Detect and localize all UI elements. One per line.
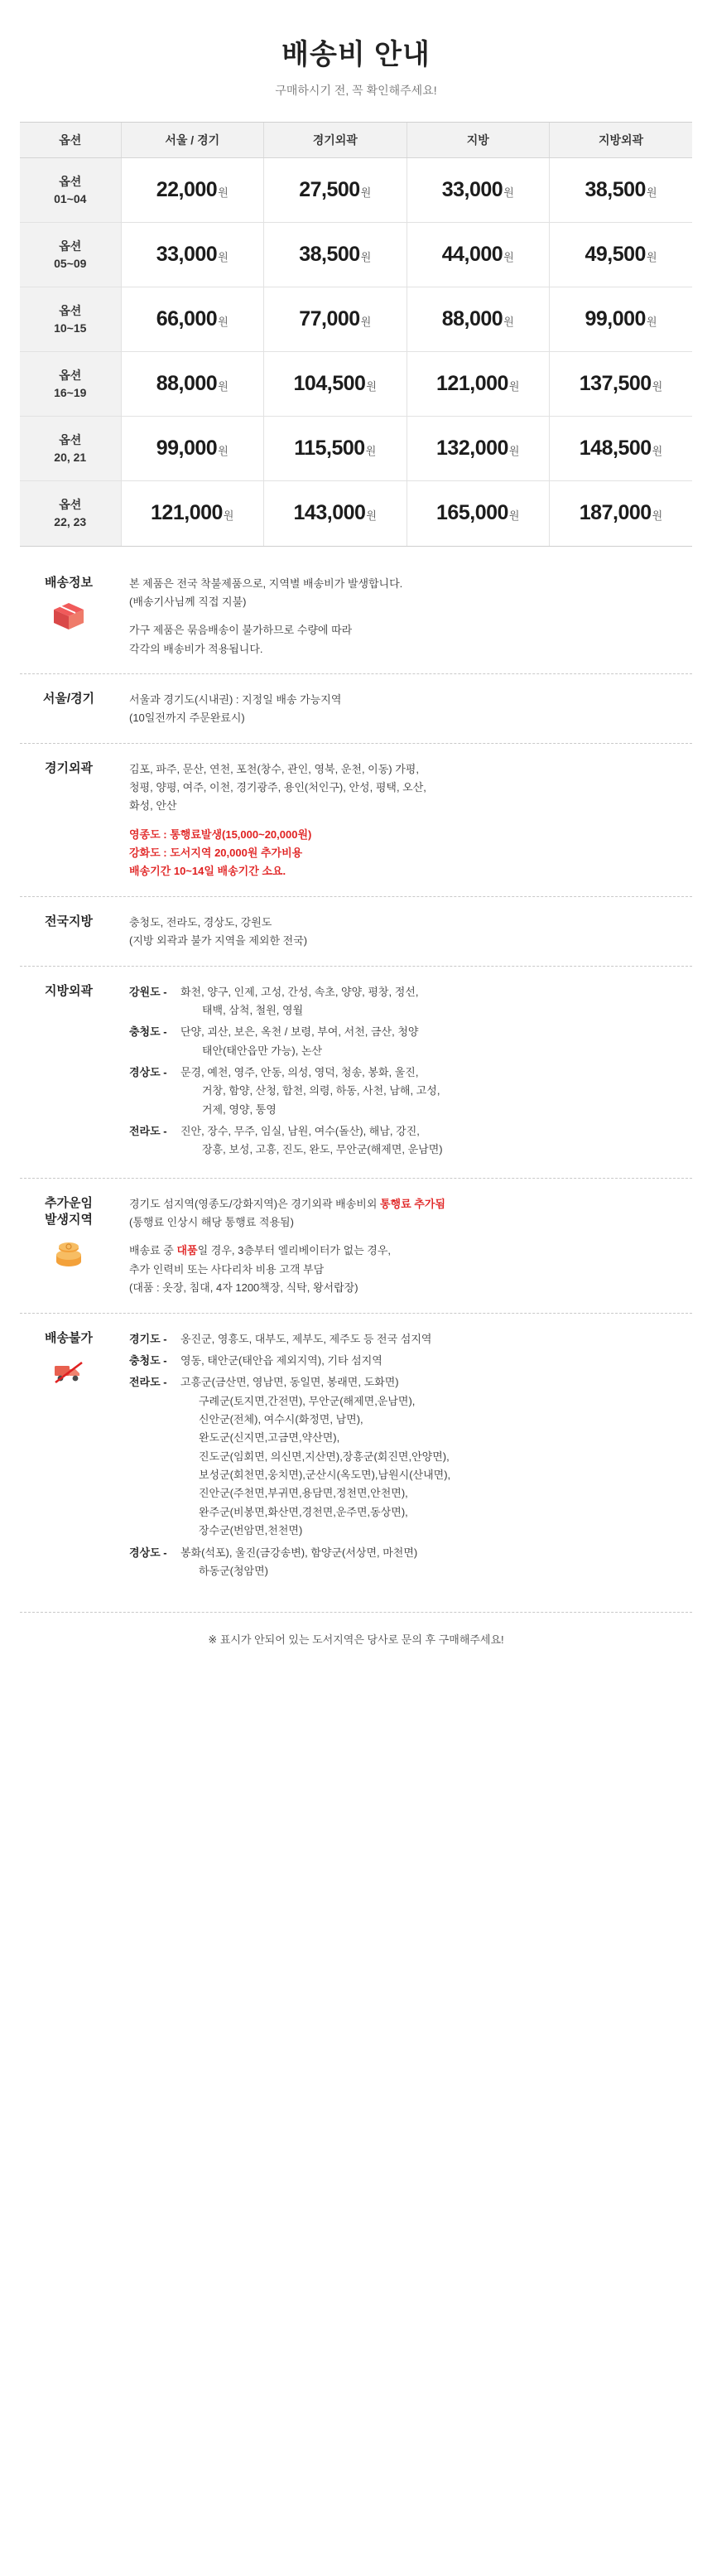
region-line: 문경, 예천, 영주, 안동, 의성, 영덕, 청송, 봉화, 울진, xyxy=(180,1065,419,1078)
region-key: 경상도 - xyxy=(129,1546,167,1559)
section-label xyxy=(20,759,118,881)
amount: 187,000 xyxy=(579,501,652,525)
section-label-text-line1: 추가운임 xyxy=(45,1195,93,1210)
won-unit: 원 xyxy=(366,380,377,393)
section-no-delivery xyxy=(20,1313,692,1599)
won-unit: 원 xyxy=(223,509,234,523)
region-line: 옹진군, 영흥도, 대부도, 제부도, 제주도 등 전국 섬지역 xyxy=(180,1332,432,1345)
footer-note-wrap xyxy=(20,1612,692,1647)
row-label-line1: 옵션 xyxy=(59,304,82,318)
amount: 104,500 xyxy=(293,372,366,395)
cell-local xyxy=(407,352,550,417)
amount: 77,000 xyxy=(299,307,360,330)
region-line: 태백, 삼척, 철원, 영월 xyxy=(202,1003,304,1016)
row-label-line2: 16~19 xyxy=(54,385,87,399)
amount: 38,500 xyxy=(585,178,646,201)
region-line: 거제, 영양, 통영 xyxy=(202,1102,277,1116)
amount: 22,000 xyxy=(156,178,218,201)
text-line: 김포, 파주, 문산, 연천, 포천(창수, 관인, 영북, 운천, 이동) 가평, xyxy=(129,762,419,775)
text-part: 일 경우, 3층부터 엘리베이터가 없는 경우, xyxy=(197,1244,392,1257)
row-label-option-05-09 xyxy=(20,223,121,287)
column-header-local-outer: 지방외곽 xyxy=(550,123,693,158)
region-line: 장수군(번암면,천천면) xyxy=(199,1524,303,1537)
row-label-line2: 01~04 xyxy=(54,191,87,205)
region-key: 경상도 - xyxy=(129,1065,167,1078)
section-content xyxy=(118,689,692,728)
region-key: 전라도 - xyxy=(129,1125,167,1138)
region-value xyxy=(180,1330,687,1348)
row-label-line2: 05~09 xyxy=(54,256,87,270)
won-unit: 원 xyxy=(218,316,229,328)
amount: 148,500 xyxy=(579,437,652,460)
won-unit: 원 xyxy=(652,380,663,393)
highlight-part: 통행료 추가됨 xyxy=(380,1197,445,1210)
section-content xyxy=(118,1194,692,1298)
region-line: 태안(태안읍만 가능), 논산 xyxy=(202,1044,323,1057)
row-label-line1: 옵션 xyxy=(59,239,82,253)
warning-line: 배송기간 10~14일 배송기간 소요. xyxy=(129,865,286,878)
cell-gyeonggi-outer xyxy=(264,287,407,352)
list-item xyxy=(129,1122,687,1160)
won-unit: 원 xyxy=(646,186,657,199)
section-gyeonggi-outer xyxy=(20,743,692,896)
table-header-row xyxy=(20,123,692,158)
region-list xyxy=(129,1330,687,1581)
region-line: 구례군(토지면,간전면), 무안군(해제면,운남면), xyxy=(199,1394,416,1407)
column-header-gyeonggi-outer: 경기외곽 xyxy=(264,123,407,158)
row-label-line2: 10~15 xyxy=(54,321,87,335)
section-label-text: 배송불가 xyxy=(45,1330,93,1345)
row-label-option-01-04 xyxy=(20,158,121,223)
amount: 137,500 xyxy=(579,372,652,395)
cell-local xyxy=(407,417,550,481)
region-key: 충청도 - xyxy=(129,1025,167,1039)
row-label-line1: 옵션 xyxy=(59,433,82,447)
won-unit: 원 xyxy=(646,316,657,328)
cell-local-outer xyxy=(550,352,693,417)
text-part: 배송료 중 xyxy=(129,1244,177,1257)
cell-gyeonggi-outer xyxy=(264,158,407,223)
won-unit: 원 xyxy=(503,186,514,199)
list-item xyxy=(129,1544,687,1581)
no-truck-icon xyxy=(51,1355,87,1388)
cell-local-outer xyxy=(550,287,693,352)
won-unit: 원 xyxy=(218,251,229,263)
won-unit: 원 xyxy=(503,316,514,328)
region-line: 진안, 장수, 무주, 임실, 남원, 여수(돌산), 해남, 강진, xyxy=(180,1125,420,1138)
list-item xyxy=(129,983,687,1020)
list-item xyxy=(129,1352,687,1370)
amount: 49,500 xyxy=(585,243,646,266)
region-key: 전라도 - xyxy=(129,1376,167,1389)
region-value xyxy=(180,1064,687,1119)
won-unit: 원 xyxy=(366,509,377,523)
amount: 165,000 xyxy=(436,501,508,525)
table-row xyxy=(20,417,692,481)
section-seoul-gyeonggi xyxy=(20,673,692,743)
row-label-line2: 20, 21 xyxy=(54,450,87,464)
region-list xyxy=(129,983,687,1160)
amount: 33,000 xyxy=(156,243,218,266)
warning-line: 영종도 : 통행료발생(15,000~20,000원) xyxy=(129,827,312,841)
text-line: (10일전까지 주문완료시) xyxy=(129,712,245,725)
amount: 121,000 xyxy=(436,372,508,395)
region-value xyxy=(180,1122,687,1160)
table-row xyxy=(20,223,692,287)
region-line: 영동, 태안군(태안읍 제외지역), 기타 섬지역 xyxy=(180,1353,382,1367)
won-unit: 원 xyxy=(218,186,229,199)
amount: 33,000 xyxy=(441,178,503,201)
region-value xyxy=(180,1373,687,1540)
cell-gyeonggi-outer xyxy=(264,223,407,287)
section-content xyxy=(118,573,692,658)
amount: 88,000 xyxy=(441,307,503,330)
row-label-option-22-23 xyxy=(20,481,121,546)
won-unit: 원 xyxy=(218,380,229,393)
coins-icon xyxy=(51,1237,87,1270)
won-unit: 원 xyxy=(218,445,229,457)
region-line: 단양, 괴산, 보은, 옥천 / 보령, 부여, 서천, 금산, 청양 xyxy=(180,1025,419,1039)
list-item xyxy=(129,1064,687,1119)
won-unit: 원 xyxy=(508,380,520,393)
amount: 121,000 xyxy=(151,501,223,525)
footer-note: ※ 표시가 안되어 있는 도서지역은 당사로 문의 후 구매해주세요! xyxy=(208,1633,504,1647)
page-header xyxy=(0,0,712,117)
cell-seoul-gyeonggi xyxy=(121,417,264,481)
region-key: 충청도 - xyxy=(129,1353,167,1367)
amount: 88,000 xyxy=(156,372,218,395)
amount: 27,500 xyxy=(299,178,360,201)
won-unit: 원 xyxy=(652,509,663,523)
amount: 143,000 xyxy=(293,501,366,525)
text-line: (통행료 인상시 해당 통행료 적용됨) xyxy=(129,1216,294,1229)
table-row xyxy=(20,287,692,352)
info-sections xyxy=(20,558,692,1599)
row-label-option-16-19 xyxy=(20,352,121,417)
region-line: 완도군(신지면,고금면,약산면), xyxy=(199,1431,340,1445)
box-icon xyxy=(51,600,87,633)
text-line: (배송기사님께 직접 지불) xyxy=(129,595,247,608)
section-content xyxy=(118,982,692,1163)
row-label-line2: 22, 23 xyxy=(54,514,87,528)
text-line: (지방 외곽과 불가 지역을 제외한 전국) xyxy=(129,934,308,948)
text-line: 가구 제품은 묶음배송이 불가하므로 수량에 따라 xyxy=(129,624,353,637)
list-item xyxy=(129,1023,687,1060)
list-item xyxy=(129,1373,687,1540)
region-line: 완주군(비봉면,화산면,경천면,운주면,동상면), xyxy=(199,1505,408,1518)
text-line: 추가 인력비 또는 사다리차 비용 고객 부담 xyxy=(129,1262,325,1276)
region-line: 진도군(임회면, 의신면,지산면),장흥군(회진면,안양면), xyxy=(199,1450,450,1463)
cell-local-outer xyxy=(550,223,693,287)
amount: 66,000 xyxy=(156,307,218,330)
section-label-text-line2: 발생지역 xyxy=(45,1213,93,1228)
shipping-fee-table xyxy=(20,123,692,546)
cell-seoul-gyeonggi xyxy=(121,158,264,223)
shipping-fee-table-wrap xyxy=(20,122,692,547)
won-unit: 원 xyxy=(652,445,663,457)
amount: 115,500 xyxy=(294,437,365,460)
section-nationwide xyxy=(20,896,692,966)
region-value xyxy=(180,1544,687,1581)
cell-local-outer xyxy=(550,481,693,546)
column-header-option: 옵션 xyxy=(20,123,121,158)
section-local-outer xyxy=(20,966,692,1178)
row-label-line1: 옵션 xyxy=(59,498,82,512)
section-extra-fee xyxy=(20,1178,692,1313)
won-unit: 원 xyxy=(360,316,372,328)
region-line: 봉화(석포), 울진(금강송변), 함양군(서상면, 마천면) xyxy=(180,1546,418,1559)
row-label-line1: 옵션 xyxy=(59,175,82,189)
amount: 44,000 xyxy=(441,243,503,266)
won-unit: 원 xyxy=(646,251,657,263)
text-line: 서울과 경기도(시내권) : 지정일 배송 가능지역 xyxy=(129,692,342,706)
row-label-line1: 옵션 xyxy=(59,369,82,383)
warning-line: 강화도 : 도서지역 20,000원 추가비용 xyxy=(129,847,303,860)
section-label xyxy=(20,689,118,728)
section-label xyxy=(20,982,118,1163)
section-label-text: 서울/경기 xyxy=(42,691,95,706)
table-row xyxy=(20,481,692,546)
text-line: 충청도, 전라도, 경상도, 강원도 xyxy=(129,915,272,929)
region-line: 진안군(주천면,부귀면,용담면,정천면,안천면), xyxy=(199,1487,408,1500)
text-line: 화성, 안산 xyxy=(129,799,177,813)
cell-local-outer xyxy=(550,417,693,481)
table-row xyxy=(20,352,692,417)
text-line xyxy=(129,1195,687,1213)
cell-seoul-gyeonggi xyxy=(121,352,264,417)
won-unit: 원 xyxy=(508,509,520,523)
section-label xyxy=(20,1194,118,1298)
text-line: (대품 : 옷장, 침대, 4자 1200책장, 식탁, 왕서랍장) xyxy=(129,1281,358,1295)
section-label-text: 지방외곽 xyxy=(45,983,93,998)
region-line: 고흥군(금산면, 영남면, 동일면, 봉래면, 도화면) xyxy=(180,1376,399,1389)
page-subtitle: 구매하시기 전, 꼭 확인해주세요! xyxy=(275,84,437,97)
region-line: 화천, 양구, 인제, 고성, 간성, 속초, 양양, 평창, 정선, xyxy=(180,985,419,998)
amount: 38,500 xyxy=(299,243,360,266)
cell-seoul-gyeonggi xyxy=(121,223,264,287)
won-unit: 원 xyxy=(503,251,514,263)
section-label xyxy=(20,573,118,658)
region-line: 거창, 함양, 산청, 합천, 의령, 하동, 사천, 남해, 고성, xyxy=(202,1084,440,1097)
text-part: 경기도 섬지역(영종도/강화지역)은 경기외곽 배송비외 xyxy=(129,1197,380,1210)
region-value xyxy=(180,1352,687,1370)
region-line: 하동군(청암면) xyxy=(199,1564,269,1577)
region-key: 경기도 - xyxy=(129,1332,167,1345)
highlight-part: 대품 xyxy=(176,1244,198,1257)
region-line: 신안군(전체), 여수시(화정면, 남면), xyxy=(199,1413,363,1425)
row-label-option-20-21 xyxy=(20,417,121,481)
cell-seoul-gyeonggi xyxy=(121,287,264,352)
cell-local xyxy=(407,287,550,352)
section-delivery-info xyxy=(20,558,692,673)
row-label-option-10-15 xyxy=(20,287,121,352)
text-line: 각각의 배송비가 적용됩니다. xyxy=(129,642,263,655)
section-content xyxy=(118,1329,692,1585)
cell-gyeonggi-outer xyxy=(264,481,407,546)
region-key: 강원도 - xyxy=(129,985,167,998)
section-label xyxy=(20,1329,118,1585)
amount: 132,000 xyxy=(436,437,508,460)
amount: 99,000 xyxy=(156,437,218,460)
region-line: 장흥, 보성, 고흥, 진도, 완도, 무안군(해제면, 운남면) xyxy=(202,1143,443,1156)
section-label-text: 전국지방 xyxy=(45,914,93,929)
won-unit: 원 xyxy=(508,445,520,457)
text-line: 청평, 양평, 여주, 이천, 경기광주, 용인(처인구), 안성, 평택, 오산, xyxy=(129,781,426,794)
won-unit: 원 xyxy=(360,186,372,199)
section-content xyxy=(118,759,692,881)
cell-local-outer xyxy=(550,158,693,223)
cell-local xyxy=(407,158,550,223)
text-line xyxy=(129,1242,687,1260)
cell-local xyxy=(407,481,550,546)
region-value xyxy=(180,983,687,1020)
column-header-local: 지방 xyxy=(407,123,550,158)
amount: 99,000 xyxy=(585,307,646,330)
won-unit: 원 xyxy=(360,251,372,263)
cell-local xyxy=(407,223,550,287)
region-line: 보성군(회천면,웅치면),군산시(옥도면),남원시(산내면), xyxy=(199,1469,451,1482)
table-row xyxy=(20,158,692,223)
page-title: 배송비 안내 xyxy=(281,39,431,70)
list-item xyxy=(129,1330,687,1348)
cell-seoul-gyeonggi xyxy=(121,481,264,546)
section-label-text: 경기외곽 xyxy=(45,760,93,775)
won-unit: 원 xyxy=(365,445,377,457)
column-header-seoul-gyeonggi: 서울 / 경기 xyxy=(121,123,264,158)
section-content xyxy=(118,912,692,951)
section-label xyxy=(20,912,118,951)
region-value xyxy=(180,1023,687,1060)
text-line: 본 제품은 전국 착불제품으로, 지역별 배송비가 발생합니다. xyxy=(129,576,403,590)
cell-gyeonggi-outer xyxy=(264,417,407,481)
section-label-text: 배송정보 xyxy=(45,575,93,590)
cell-gyeonggi-outer xyxy=(264,352,407,417)
